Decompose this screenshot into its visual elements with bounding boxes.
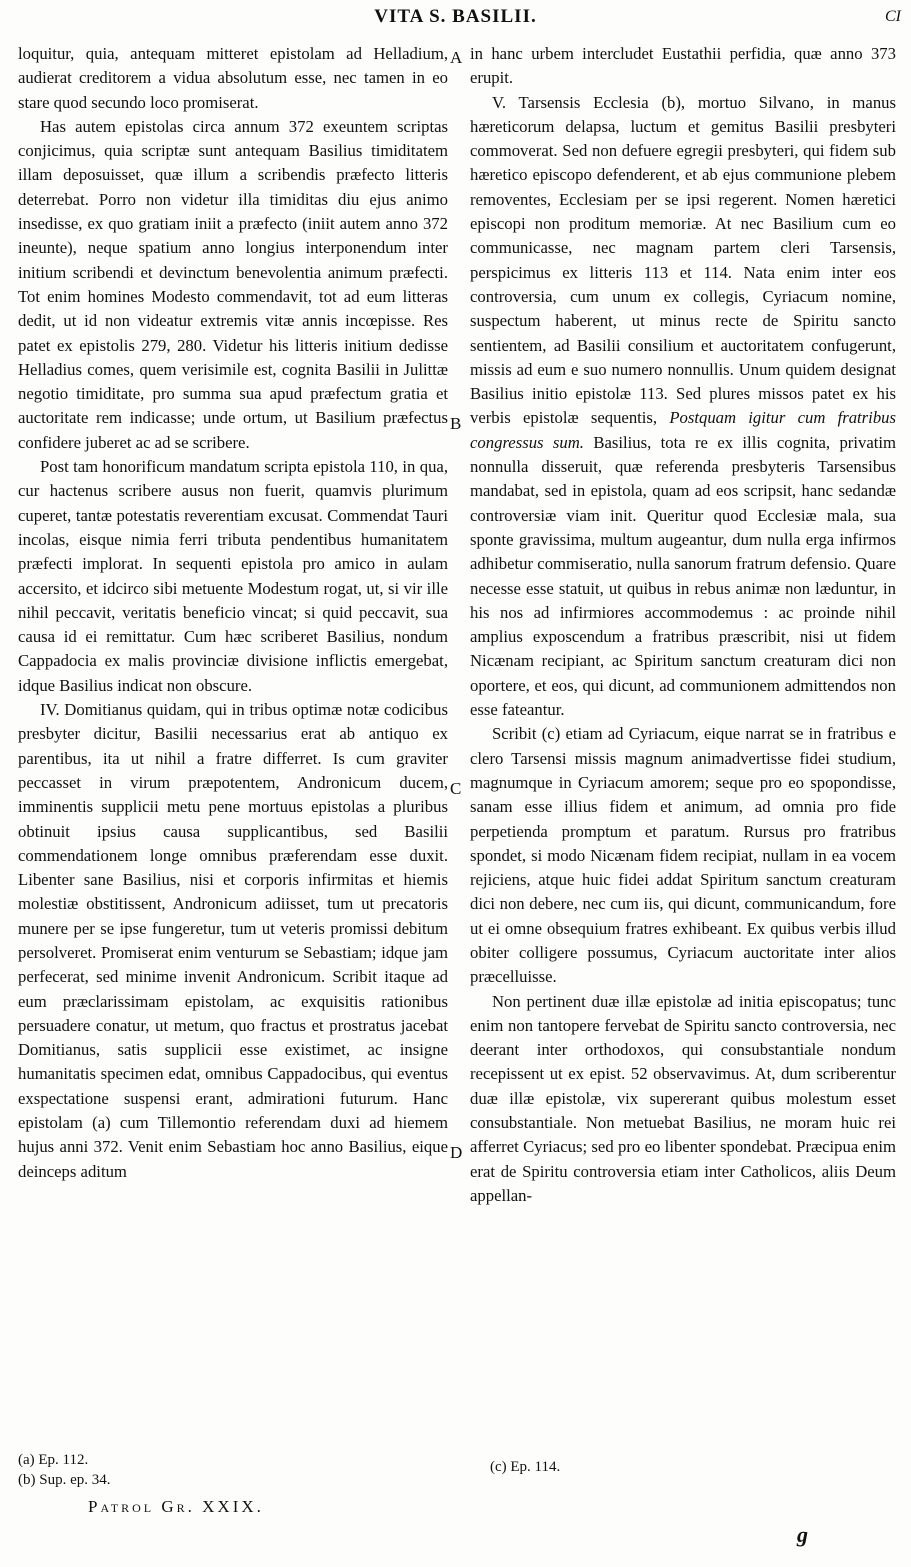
- page-number: CI: [885, 8, 901, 25]
- paragraph: Scribit (c) etiam ad Cyriacum, eique narrat se in fratribus e clero Tarsensi missis magnum animadvertisse fidei studium, magnumque in Cyriacum amorem; seque pro eo spopondisse, sanam esse illius fidem et animum, ad omnia pro fide perpetienda promptum et paratum. Rursus pro fratribus spondet, si modo Nicænam fidem recipiat, nullam in ea vocem rejiciens, atque huic fidei addat Spiritum sanctum creaturam dici non debere, nec cum iis, qui dicunt, communicandum, fore ut ei omne obsequium fratres exhibeant. Ex quibus verbis illud obiter colligere possumus, Cyriacum auctoritate inter alios præcelluisse.: [470, 724, 896, 987]
- margin-marker-b: B: [450, 414, 462, 433]
- quoted-phrase: Postquam igitur cum fratribus congressus sum.: [470, 408, 896, 452]
- paragraph: Non pertinent duæ illæ epistolæ ad initia episcopatus; tunc enim non tantopere fervebat de Spiritu sancto controversia, nec deerant inter orthodoxos, qui consubstantiale nondum recepissent ut ex epist. 52 observavimus. At, dum scriberentur duæ illæ epistolæ, vix supererant quibus molestum esset consubstantiale. Non metuebat Basilius, ne moram huic rei afferret Cyriacus; sed pro eo libenter spondebat. Præcipua enim erat de Spiritu controversia etiam inter Catholicos, aliis Deum appellan-: [470, 991, 896, 1205]
- signature-mark: g: [797, 1522, 808, 1547]
- footnote-a: (a) Ep. 112.: [18, 1452, 89, 1468]
- page-header: [0, 6, 911, 36]
- running-title: VITA S. BASILII.: [374, 6, 537, 27]
- margin-marker-d: D: [450, 1143, 463, 1162]
- paragraph: in hanc urbem intercludet Eustathii perfidia, quæ anno 373 erupit.: [470, 44, 896, 88]
- paragraph-text: Basilius, tota re ex illis cognita, privatim nonnulla disseruit, quæ referenda presbyteris Tarsensibus mandabat, sed in epistola, quam ad eos scripsit, hanc sedandæ controversiæ viam init. Queritur quod Ecclesiæ mala, sua sponte gravissima, multum augeantur, dum nulla erga infirmos adhibetur commiseratio, nulla sanorum fratrum defensio. Quare necesse esse statuit, ut quibus in rebus animæ non læduntur, in his nos ad infirmiores accommodemus : ac proinde nihil amplius exposcendum a fratribus præscribit, nisi ut fidem Nicænam recipiant, ac Spiritum sanctum creaturam dici non oportere, et eos, qui dicunt, ad communionem admittendos non esse fateantur.: [470, 432, 896, 720]
- margin-marker-c: C: [450, 779, 462, 798]
- paragraph: Post tam honorificum mandatum scripta epistola 110, in qua, cur hactenus scribere ausus non fuerit, quamvis plurimum cuperet, tantæ potestatis reverentiam excusat. Commendat Tauri incolas, eisque nimia ferri tributa pendentibus humanitatem præfecti implorat. In sequenti epistola pro amico in aulam accersito, et idcirco sibi metuente Modestum rogat, ut, si vir ille nihil peccavit, veritatis beneficio vincat; si quid peccavit, sua causa id ei remittatur. Cum hæc scriberet Basilius, nondum Cappadocia ex malis provinciæ divisione inflictis emergebat, idque Basilius indicat non obscure.: [18, 457, 448, 695]
- paragraph: loquitur, quia, antequam mitteret epistolam ad Helladium, audierat creditorem a vidua absolutum esse, nec tamen in eo stare quod secundo loco promiserat.: [18, 44, 448, 112]
- paragraph: Has autem epistolas circa annum 372 exeuntem scriptas conjicimus, quia scriptæ sunt antequam Basilius timiditatem illam deposuisset, quæ illum a scribendis præfecto litteris deterrebat. Porro non videtur illa timiditas diu ejus animo insedisse, ex quo gratiam iniit a præfecto (iniit autem anno 372 ineunte), neque spatium anno longius interponendum inter initium scribendi et devinctum benevolentia animum præfecti. Tot enim homines Modesto commendavit, tot ad eum litteras dedit, ut id non videatur extremis vitæ annis incœpisse. Res patet ex epistolis 279, 280. Videtur his litteris initium dedisse Helladius comes, quem verisimile est, cognita Basilii in Julittæ negotio timiditate, pro summa sua apud præfectum gratia et auctoritate rem indicasse; unde ortum, ut Basilium præfectus confidere juberet ac ad se scribere.: [18, 116, 448, 452]
- paragraph: IV. Domitianus quidam, qui in tribus optimæ notæ codicibus presbyter dicitur, Basilii necessarius erat ab antiquo ex parentibus, ita ut nihil a fratre differret. Is cum graviter peccasset in virum præpotentem, Andronicum ducem, imminentis supplicii metu pene mortuus epistolas a pluribus obtinuit ipsius causa supplicantibus, sed Basilii commendationem longe omnibus præferendam esse duxit. Libenter sane Basilius, nisi et corporis infirmitas et hiemis molestiæ obstitissent, Andronicum adiisset, tum ut precatoris munere per se ipse fungeretur, tum ut veteris promissi debitum persolveret. Promiserat enim venturum se Sebastiam; idque jam perfecerat, sed minime invenit Andronicum. Scribit itaque ad eum præclarissimam epistolam, ac exquisitis rationibus persuadere conatur, ut metum, quo fractus et prostratus jacebat Domitianus, satis supplicii esse existimet, ac insigne humanitatis specimen edat, omnibus Cappadocibus, qui eventus exspectatione suspensi erant, admirationi futurum. Hanc epistolam (a) cum Tillemontio referendam duxi ad hiemem hujus anni 372. Venit enim Sebastiam hoc anno Basilius, eique deinceps aditum: [18, 700, 448, 1181]
- paragraph-text: V. Tarsensis Ecclesia (b), mortuo Silvano, in manus hæreticorum delapsa, luctum et gemitus Basilii presbyteri commoverat. Sed non defuere egregii presbyteri, qui fidem sub hæretico episcopo defenderent, et ab ejus communione plebem removentes, Ecclesiam per se ipsi regerent. Nomen hæretici episcopi non proditum memoriæ. At nec Basilium cum eo communicasse, nec magnam partem cleri Tarsensis, perspicimus ex litteris 113 et 114. Nata enim inter eos controversia, cum unum ex collegis, Cyriacum nomine, suspectum haberent, ut minus recte de Spiritu sancto sentientem, ad Basilii consilium et auctoritatem confugerunt, missis ad eum e suo numero nonnullis. Unum quidem designat Basilius initio epistolæ 113. Sed plures missos patet ex his verbis epistolæ sequentis,: [470, 92, 896, 428]
- margin-marker-a: A: [450, 48, 463, 67]
- right-column: [470, 42, 896, 1208]
- left-column: [18, 42, 448, 1184]
- footnote-b: (b) Sup. ep. 34.: [18, 1472, 111, 1488]
- paragraph: [470, 91, 896, 723]
- footnote-c: (c) Ep. 114.: [490, 1459, 561, 1475]
- signature-line: Patrol Gr. XXIX.: [88, 1497, 264, 1516]
